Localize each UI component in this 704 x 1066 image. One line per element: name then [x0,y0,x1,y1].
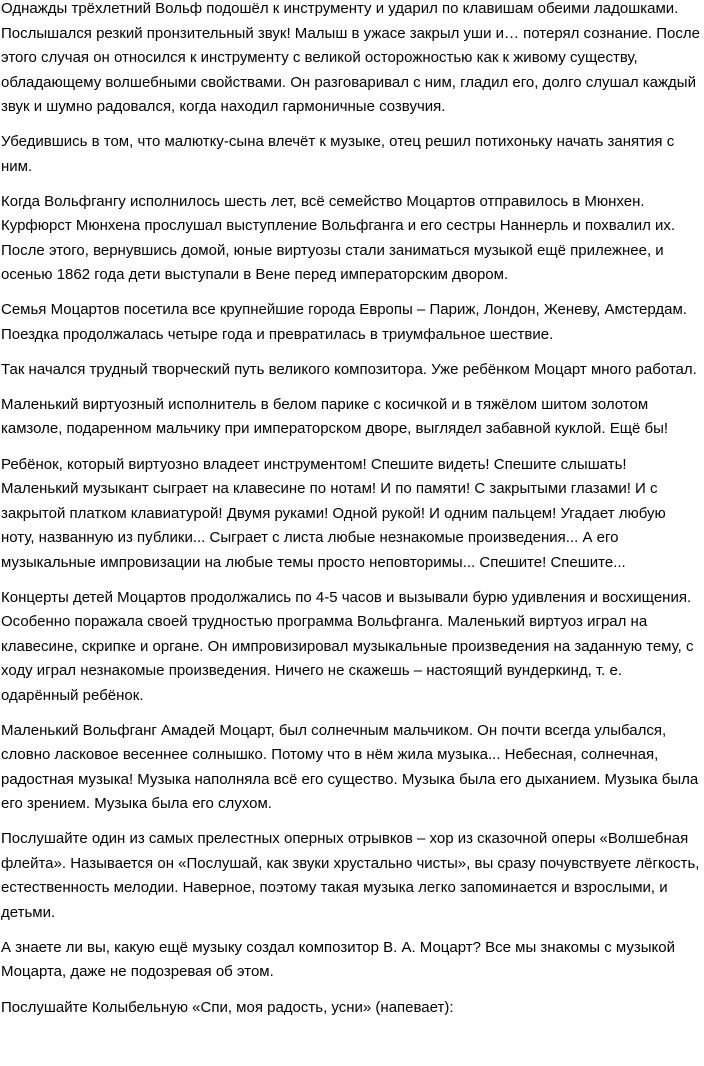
paragraph-other-music: А знаете ли вы, какую ещё музыку создал композитор В. А. Моцарт? Все мы знакомы с музыкой Моцарта, даже не подозревая об этом. [1,938,676,981]
paragraph-munich-trip: Когда Вольфгангу исполнилось шесть лет, всё семейство Моцартов отправилось в Мюнхен. Курфюрст Мюнхена прослушал выступление Вольфганга и его сестры Наннерль и похвалил их. После этого, вернувшись домой, юные виртуозы стали заниматься музыкой ещё прилежнее, и осенью 1862 года дети выступали в Вене перед императорским двором. [1,192,676,284]
paragraph-little-virtuoso: Маленький виртуозный исполнитель в белом парике с косичкой и в тяжёлом шитом золотом камзоле, подаренном мальчику при императорском дворе, выглядел забавной куклой. Ещё бы! [1,395,669,438]
paragraph-sunny-boy: Маленький Вольфганг Амадей Моцарт, был солнечным мальчиком. Он почти всегда улыбался, словно ласковое весеннее солнышко. Потому что в нём жила музыка... Небесная, солнечная, радостная музыка! Музыка наполняла всё его существо. Музыка была его дыханием. Музыка была его зрением. Музыка была его слухом. [1,721,699,813]
paragraph-concerts-duration: Концерты детей Моцартов продолжались по 4-5 часов и вызывали бурю удивления и восхищения. Особенно поражала своей трудностью программа Вольфганга. Маленький виртуоз играл на клавесине, скрипке и органе. Он импровизировал музыкальные произведения на заданную тему, с ходу играл незнакомые произведения. Ничего не скажешь – настоящий вундеркинд, т. е. одарённый ребёнок. [1,588,694,704]
paragraph-concert-announcement: Ребёнок, который виртуозно владеет инструментом! Спешите видеть! Спешите слышать! Маленький музыкант сыграет на клавесине по нотам! И по памяти! С закрытыми глазами! И с закрытой платком клавиатурой! Двумя руками! Одной рукой! И одним пальцем! Угадает любую ноту, названную из публики... Сыграет с листа любые незнакомые произведения... А его музыкальные импровизации на любые темы просто неповторимы... Спешите! Спешите... [1,455,666,571]
paragraph-father-lessons: Убедившись в том, что малютку-сына влечёт к музыке, отец решил потихоньку начать занятия с ним. [1,133,675,175]
paragraph-lullaby: Послушайте Колыбельную «Спи, моя радость, усни» (напевает): [1,998,454,1016]
paragraph-first-touch-instrument: Однажды трёхлетний Вольф подошёл к инструменту и ударил по клавишам обеими ладошками. Послышался резкий пронзительный звук! Малыш в ужасе закрыл уши и… потерял сознание. После этого случая он относился к инструменту с великой осторожностью как к живому существу, обладающему волшебными свойствами. Он разговаривал с ним, гладил его, долго слушал каждый звук и шумно радовался, когда находил гармоничные созвучия. [1,0,700,115]
paragraph-creative-path: Так начался трудный творческий путь великого композитора. Уже ребёнком Моцарт много работал. [1,360,697,378]
paragraph-europe-tour: Семья Моцартов посетила все крупнейшие города Европы – Париж, Лондон, Женеву, Амстердам. Поездка продолжалась четыре года и превратилась в триумфальное шествие. [1,301,687,343]
paragraph-magic-flute: Послушайте один из самых прелестных оперных отрывков – хор из сказочной оперы «Волшебная флейта». Называется он «Послушай, как звуки хрустально чисты», вы сразу почувствуете лёгкость, естественность мелодии. Наверное, поэтому такая музыка легко запоминается и взрослыми, и детьми. [1,830,700,921]
